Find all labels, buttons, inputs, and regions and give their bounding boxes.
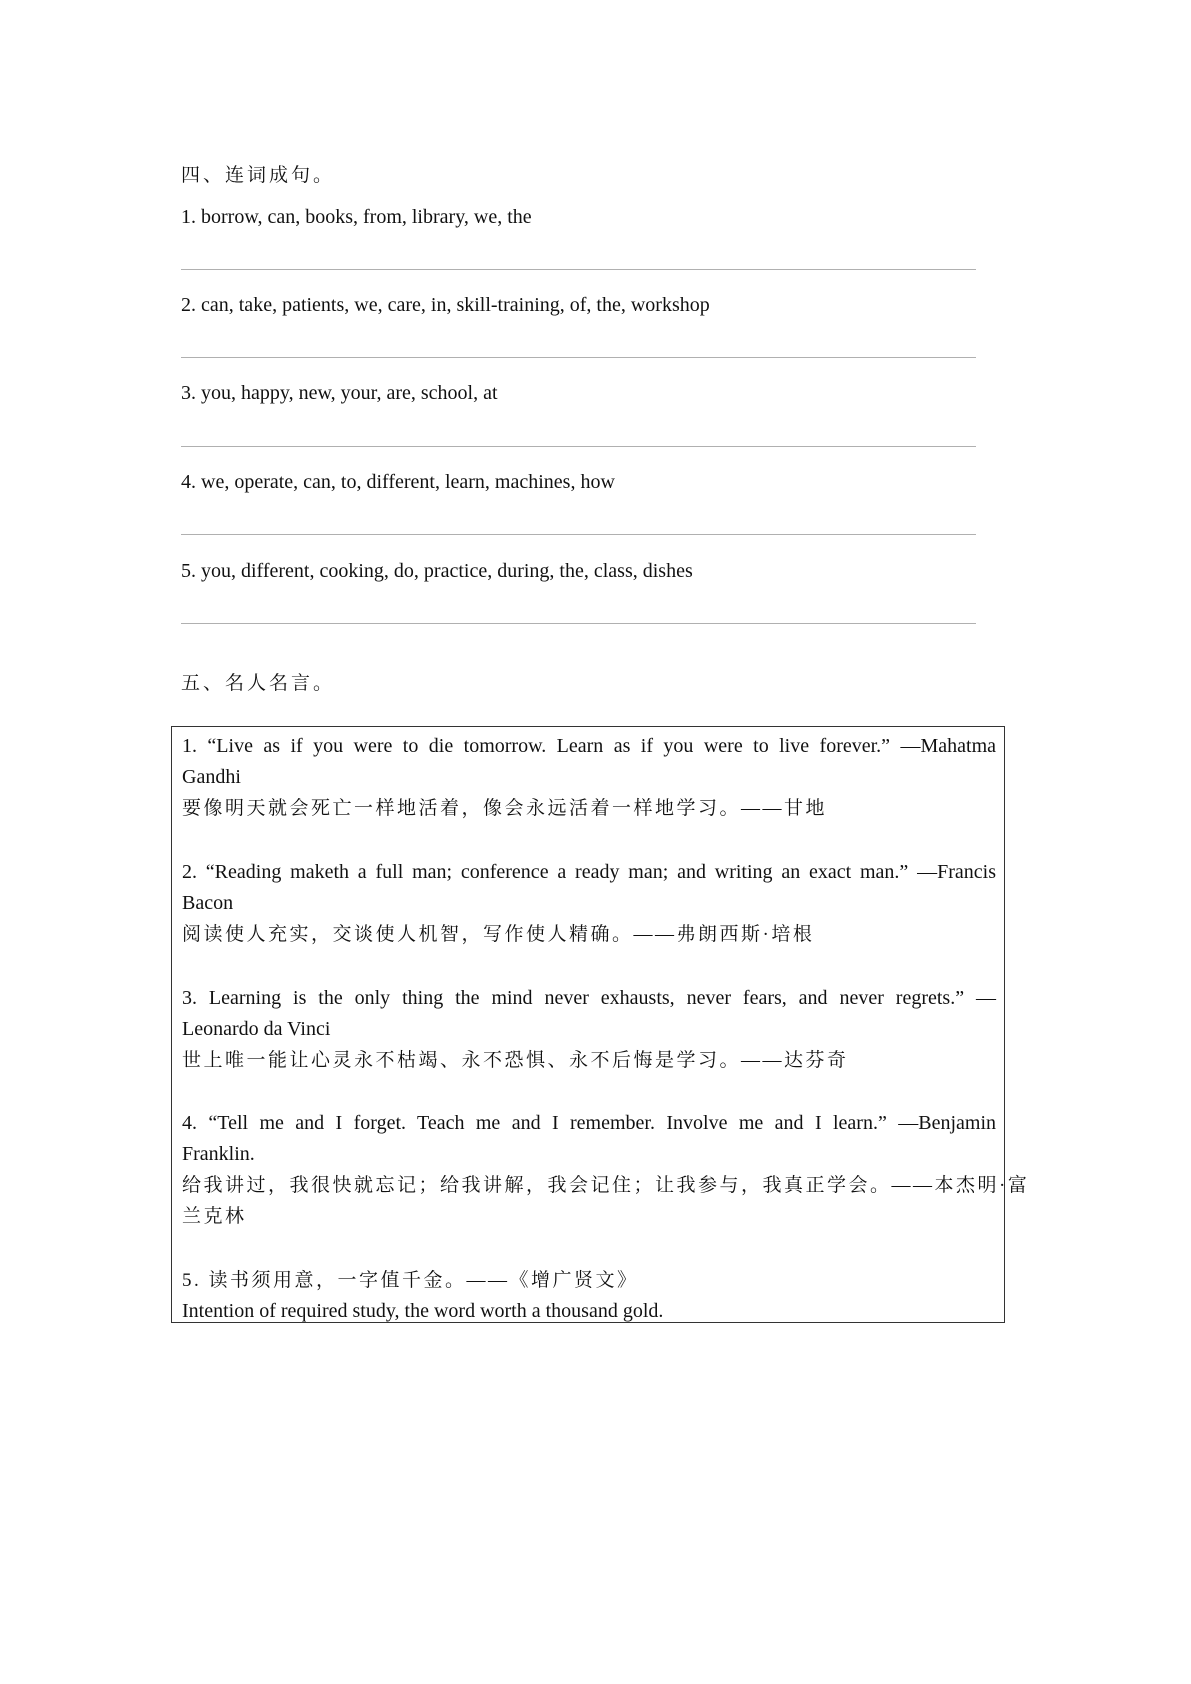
question-2: 2. can, take, patients, we, care, in, skill-training, of, the, workshop — [181, 294, 710, 316]
quote-4-english: 4. “Tell me and I forget. Teach me and I remember. Involve me and I learn.” ―Benjamin — [182, 1112, 996, 1134]
answer-line-2[interactable] — [181, 357, 976, 358]
quote-4-chinese: 给我讲过，我很快就忘记；给我讲解，我会记住；让我参与，我真正学会。——本杰明·富 — [182, 1175, 1030, 1196]
quote-4-author: Franklin. — [182, 1143, 255, 1165]
quote-4 — [182, 1108, 1030, 1232]
section-4-heading: 四、连词成句。 — [181, 165, 336, 186]
question-1: 1. borrow, can, books, from, library, we, the — [181, 206, 532, 228]
quote-1-author: Gandhi — [182, 766, 241, 788]
quote-3-english: 3. Learning is the only thing the mind never exhausts, never fears, and never regrets.” ― — [182, 987, 996, 1009]
section-5-heading: 五、名人名言。 — [181, 673, 336, 694]
quote-5-chinese: 5. 读书须用意，一字值千金。——《增广贤文》 — [182, 1270, 639, 1291]
answer-line-4[interactable] — [181, 534, 976, 535]
quote-2-author: Bacon — [182, 892, 234, 914]
quote-2-english: 2. “Reading maketh a full man; conference a ready man; and writing an exact man.” ―Francis — [182, 861, 996, 883]
quotes-box — [171, 726, 1030, 1323]
quote-1-chinese: 要像明天就会死亡一样地活着，像会永远活着一样地学习。——甘地 — [182, 798, 828, 819]
quote-3-chinese: 世上唯一能让心灵永不枯竭、永不恐惧、永不后悔是学习。——达芬奇 — [182, 1050, 849, 1071]
quote-3-author: Leonardo da Vinci — [182, 1018, 331, 1040]
question-3: 3. you, happy, new, your, are, school, at — [181, 382, 498, 404]
quote-4-chinese-cont: 兰克林 — [182, 1206, 247, 1227]
quote-1 — [182, 731, 996, 824]
question-4: 4. we, operate, can, to, different, learn, machines, how — [181, 471, 615, 493]
quote-5 — [182, 1265, 996, 1327]
quote-5-english: Intention of required study, the word worth a thousand gold. — [182, 1300, 664, 1322]
answer-line-1[interactable] — [181, 269, 976, 270]
answer-line-5[interactable] — [181, 623, 976, 624]
quote-3 — [182, 983, 996, 1076]
quote-2-chinese: 阅读使人充实，交谈使人机智，写作使人精确。——弗朗西斯·培根 — [182, 924, 815, 945]
quote-2 — [182, 857, 996, 950]
quote-1-english: 1. “Live as if you were to die tomorrow. Learn as if you were to live forever.” ―Mahatma — [182, 735, 996, 757]
answer-line-3[interactable] — [181, 446, 976, 447]
question-5: 5. you, different, cooking, do, practice, during, the, class, dishes — [181, 560, 693, 582]
